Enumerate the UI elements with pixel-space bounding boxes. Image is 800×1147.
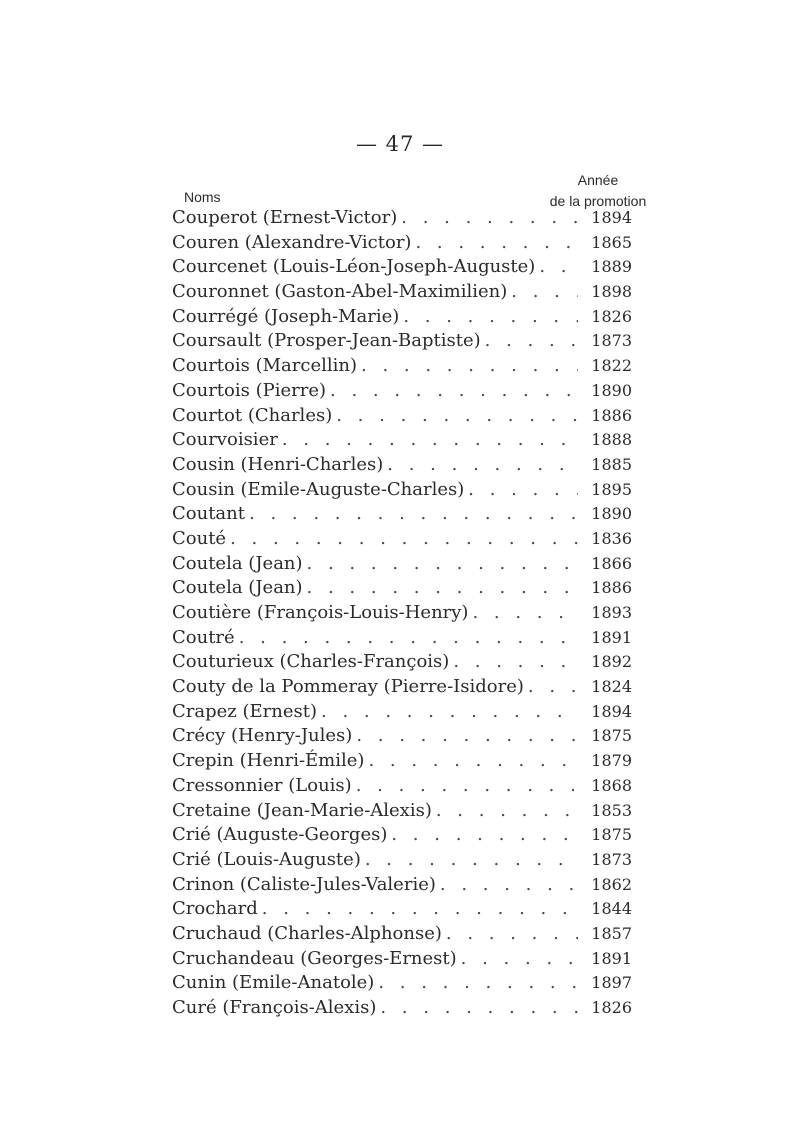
entry-year: 1894 [591, 208, 632, 227]
dot-leader [356, 774, 578, 799]
entry-name: Coutière (François-Louis-Henry) [172, 602, 469, 623]
entry-name: Crié (Louis-Auguste) [172, 848, 361, 870]
dot-leader [403, 305, 578, 330]
entry-name: Cousin (Emile-Auguste-Charles) [172, 478, 465, 500]
dot-leader [485, 329, 578, 354]
list-item [172, 478, 632, 503]
dot-leader [239, 626, 578, 651]
entry-name: Couronnet (Gaston-Abel-Maximilien) [172, 281, 508, 303]
entry-year: 1879 [591, 751, 632, 771]
entry-year: 1885 [591, 454, 632, 474]
list-item [172, 527, 632, 552]
dot-leader [401, 206, 578, 231]
entry-year: 1895 [591, 479, 632, 499]
entry-name: Crochard [172, 898, 258, 920]
entry-name: Crié (Auguste-Georges) [172, 824, 388, 846]
entry-year: 1868 [591, 775, 632, 795]
entry-name: Coursault (Prosper-Jean-Baptiste) [172, 330, 481, 352]
dot-leader [356, 724, 578, 749]
dot-leader [368, 749, 578, 774]
list-item [172, 626, 632, 651]
entry-year: 1892 [591, 652, 632, 672]
entry-year: 1853 [591, 800, 632, 820]
dot-leader [230, 527, 578, 552]
entry-year: 1886 [591, 578, 632, 598]
entry-year: 1857 [591, 923, 632, 943]
list-item [172, 823, 632, 848]
entry-year: 1822 [591, 356, 632, 376]
entry-name: Couren (Alexandre-Victor) [172, 231, 412, 253]
entry-name: Cruchaud (Charles-Alphonse) [172, 922, 442, 944]
list-item [172, 552, 632, 577]
entry-name: Cousin (Henri-Charles) [172, 453, 384, 475]
entry-name: Cunin (Emile-Anatole) [172, 972, 375, 994]
dot-leader [380, 996, 578, 1021]
entry-year: 1875 [591, 825, 632, 845]
column-header-year-line2: de la promotion [549, 193, 647, 209]
entry-name: Cruchandeau (Georges-Ernest) [172, 947, 457, 969]
dot-leader [511, 280, 578, 305]
list-item [172, 404, 632, 429]
dot-leader [436, 799, 578, 824]
list-item [172, 897, 632, 922]
dot-leader [528, 675, 578, 700]
dot-leader [321, 700, 578, 725]
list-item [172, 873, 632, 898]
entry-year: 1889 [591, 257, 632, 277]
dot-leader [336, 404, 578, 429]
entry-year: 1893 [591, 603, 632, 622]
entry-name: Crepin (Henri-Émile) [172, 750, 365, 772]
dot-leader [330, 379, 578, 404]
entry-year: 1897 [591, 973, 632, 993]
entry-name: Cressonnier (Louis) [172, 774, 352, 796]
list-item [172, 996, 632, 1021]
column-header-names: Noms [184, 189, 221, 205]
dot-leader [440, 873, 578, 898]
entry-name: Curé (François-Alexis) [172, 997, 377, 1018]
dot-leader [446, 922, 578, 947]
entry-name: Couturieux (Charles-François) [172, 651, 450, 673]
entry-name: Couperot (Ernest-Victor) [172, 207, 398, 228]
dot-leader [378, 971, 578, 996]
dot-leader [282, 428, 578, 453]
dot-leader [453, 650, 578, 675]
list-item [172, 206, 632, 231]
entry-year: 1888 [591, 430, 632, 450]
list-item [172, 280, 632, 305]
list-item [172, 971, 632, 996]
entry-year: 1873 [591, 331, 632, 351]
entry-name: Courtot (Charles) [172, 404, 333, 426]
entry-year: 1836 [591, 528, 632, 548]
list-item [172, 947, 632, 972]
dot-leader [262, 897, 578, 922]
list-item [172, 305, 632, 330]
entry-name: Crécy (Henry-Jules) [172, 725, 353, 747]
entry-year: 1844 [591, 899, 632, 919]
entry-year: 1873 [591, 849, 632, 869]
dot-leader [415, 231, 578, 256]
column-header-year-line1: Année [577, 172, 619, 188]
list-item [172, 354, 632, 379]
page-number: — 47 — [355, 132, 445, 156]
entry-year: 1890 [591, 380, 632, 400]
entry-name: Crinon (Caliste-Jules-Valerie) [172, 873, 436, 895]
entry-year: 1866 [591, 553, 632, 573]
entry-year: 1826 [591, 998, 632, 1017]
entry-year: 1824 [591, 677, 632, 697]
entry-name: Coutant [172, 503, 245, 525]
dot-leader [461, 947, 578, 972]
list-item [172, 650, 632, 675]
list-item [172, 675, 632, 700]
dot-leader [387, 453, 578, 478]
dot-leader [361, 354, 578, 379]
entry-year: 1875 [591, 726, 632, 746]
entry-year: 1891 [591, 948, 632, 968]
entry-year: 1826 [591, 306, 632, 326]
dot-leader [391, 823, 578, 848]
list-item [172, 231, 632, 256]
entry-name: Courvoisier [172, 429, 278, 451]
list-item [172, 329, 632, 354]
entry-year: 1862 [591, 874, 632, 894]
list-item [172, 749, 632, 774]
list-item [172, 502, 632, 527]
list-item [172, 453, 632, 478]
dot-leader [468, 478, 578, 503]
entry-name: Courtois (Pierre) [172, 379, 327, 401]
list-item [172, 576, 632, 601]
entry-year: 1891 [591, 627, 632, 647]
entry-year: 1865 [591, 232, 632, 252]
list-item [172, 601, 632, 626]
list-item [172, 774, 632, 799]
entry-name: Courcenet (Louis-Léon-Joseph-Auguste) [172, 256, 536, 278]
list-item [172, 700, 632, 725]
list-item [172, 799, 632, 824]
entry-name: Courtois (Marcellin) [172, 355, 358, 377]
list-item [172, 379, 632, 404]
dot-leader [539, 255, 578, 280]
entry-name: Coutela (Jean) [172, 552, 303, 574]
entry-name: Crapez (Ernest) [172, 700, 317, 722]
entries-list [172, 206, 632, 1021]
entry-name: Cretaine (Jean-Marie-Alexis) [172, 799, 432, 821]
list-item [172, 848, 632, 873]
list-item [172, 922, 632, 947]
entry-name: Coutela (Jean) [172, 577, 303, 599]
entry-name: Coutré [172, 626, 235, 648]
entry-year: 1898 [591, 282, 632, 302]
entry-name: Couté [172, 527, 227, 549]
entry-year: 1886 [591, 405, 632, 425]
dot-leader [365, 848, 578, 873]
list-item [172, 724, 632, 749]
dot-leader [249, 502, 578, 527]
list-item [172, 428, 632, 453]
list-item [172, 255, 632, 280]
dot-leader [307, 552, 578, 577]
entry-name: Courrégé (Joseph-Marie) [172, 305, 400, 327]
entry-year: 1894 [591, 701, 632, 721]
dot-leader [307, 576, 578, 601]
entry-year: 1890 [591, 504, 632, 524]
dot-leader [472, 601, 578, 626]
entry-name: Couty de la Pommeray (Pierre-Isidore) [172, 676, 524, 698]
